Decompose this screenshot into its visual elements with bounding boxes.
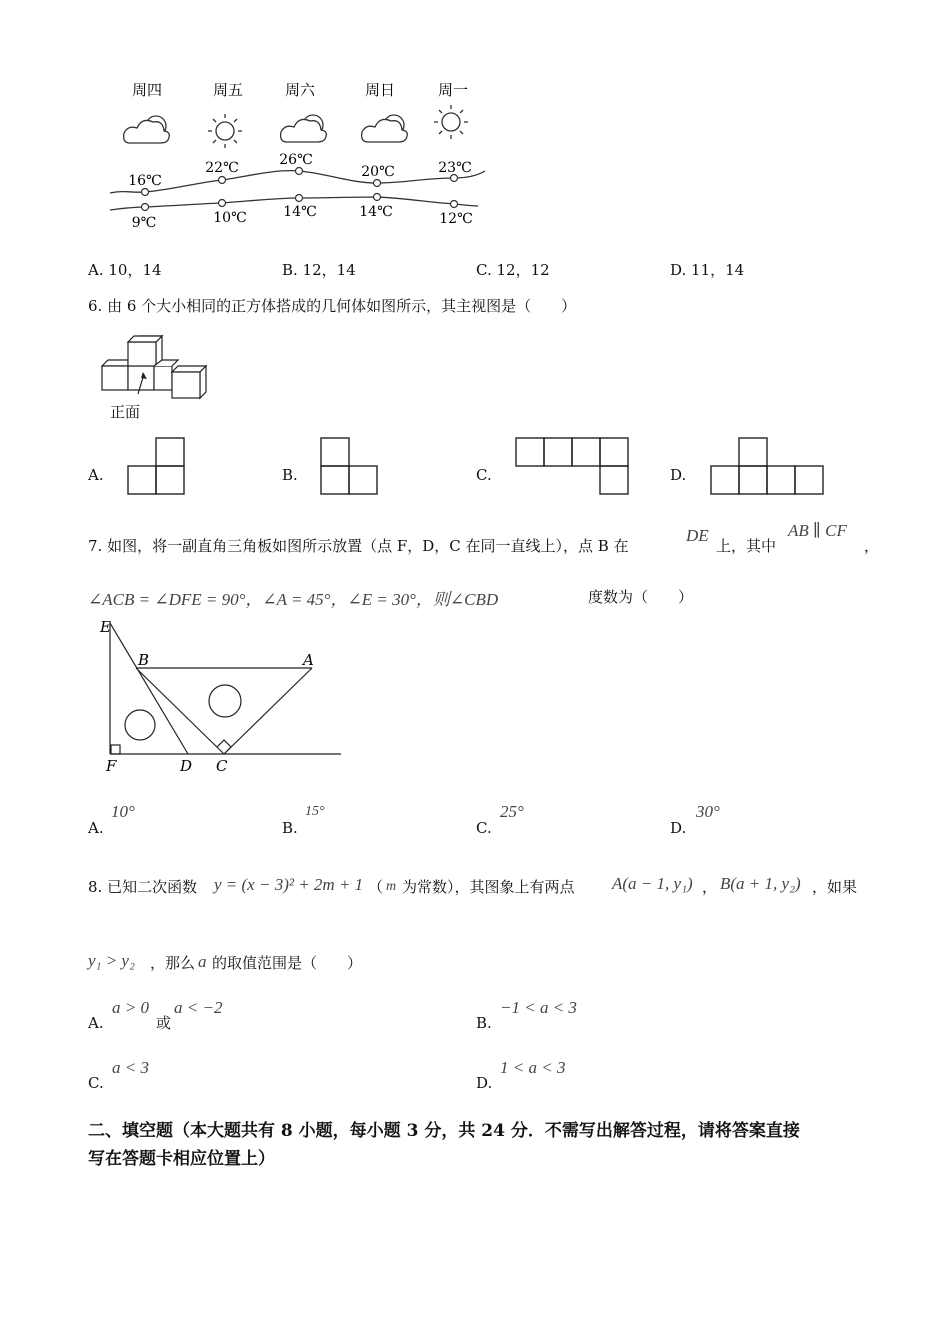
weather-day-label: 周六 (284, 81, 316, 99)
q7-option-b-value[interactable]: 15° (305, 804, 325, 819)
q8-point-b: B(a + 1, y₂) (720, 874, 801, 893)
low-temp-label: 10℃ (213, 210, 247, 226)
q8-stem-part1: 8. 已知二次函数 (88, 878, 198, 896)
q6-view-a[interactable] (126, 436, 186, 496)
weather-day-label: 周日 (364, 81, 396, 99)
weather-figure (100, 70, 500, 240)
section2-heading-line1: 二、填空题（本大题共有 8 小题，每小题 3 分，共 24 分．不需写出解答过程，请将答案直接 (88, 1121, 800, 1141)
q6-option-a-label[interactable]: A. (88, 466, 104, 484)
q6-option-b-label[interactable]: B. (282, 466, 298, 484)
q7-option-b-label[interactable]: B. (282, 819, 298, 837)
cloudy-icon (281, 115, 327, 142)
q7-stem-part1: 7. 如图，将一副直角三角板如图所示放置（点 F，D，C 在同一直线上），点 B 在 (88, 537, 629, 555)
q6-view-b[interactable] (319, 436, 379, 496)
low-temp-label: 12℃ (439, 211, 473, 227)
q7-option-a-value[interactable]: 10° (111, 802, 135, 821)
q8-condition: y₁ > y₂ (88, 951, 135, 970)
q6-option-d-label[interactable]: D. (670, 466, 687, 484)
q6-option-c-label[interactable]: C. (476, 466, 492, 484)
low-temp-label: 14℃ (359, 204, 393, 220)
q8-option-c-value[interactable]: a < 3 (112, 1058, 149, 1077)
q8-option-a-value2[interactable]: a < −2 (174, 998, 223, 1017)
q6-view-d[interactable] (709, 436, 825, 496)
q7-option-d-value[interactable]: 30° (696, 802, 720, 821)
point-label-a: A (303, 651, 314, 669)
high-temp-label: 16℃ (128, 173, 162, 189)
q7-option-d-label[interactable]: D. (670, 819, 687, 837)
q8-option-d-label[interactable]: D. (476, 1074, 493, 1092)
q7-option-c-label[interactable]: C. (476, 819, 492, 837)
q5-option-d[interactable]: D. 11，14 (670, 261, 745, 279)
q7-stem-parallel: AB ∥ CF (788, 521, 847, 540)
q7-stem-part2: 上，其中 (716, 537, 777, 555)
weather-day-label: 周一 (437, 81, 469, 99)
q8-separator: ， (702, 878, 718, 896)
q8-function: y = (x − 3)² + 2m + 1 (214, 875, 364, 894)
q5-option-b[interactable]: B. 12，14 (282, 261, 356, 279)
sun-icon (434, 105, 468, 139)
sun-icon (208, 114, 242, 148)
high-temp-label: 20℃ (361, 164, 395, 180)
weather-day-label: 周五 (212, 81, 244, 99)
q8-option-c-label[interactable]: C. (88, 1074, 104, 1092)
cloudy-icon (124, 116, 170, 143)
high-temp-label: 26℃ (279, 152, 313, 168)
point-label-f: F (106, 757, 117, 775)
q8-a-symbol: a (198, 952, 207, 971)
section2-heading-line2: 写在答题卡相应位置上） (88, 1149, 275, 1169)
cloudy-icon (362, 115, 408, 142)
q6-stem: 6. 由 6 个大小相同的正方体搭成的几何体如图所示，其主视图是（ ） (88, 297, 577, 315)
q8-stem-part4: ，如果 (812, 878, 858, 896)
q6-view-c[interactable] (514, 436, 630, 496)
q8-option-b-label[interactable]: B. (476, 1014, 492, 1032)
q8-m-symbol: m (386, 879, 397, 894)
q7-option-c-value[interactable]: 25° (500, 802, 524, 821)
q6-front-label: 正面 (110, 403, 141, 421)
weather-day-label: 周四 (131, 81, 163, 99)
q8-option-b-value[interactable]: −1 < a < 3 (500, 998, 577, 1017)
point-label-c: C (216, 757, 228, 775)
low-temp-label: 9℃ (131, 215, 157, 231)
point-label-b: B (138, 651, 150, 669)
q7-option-a-label[interactable]: A. (88, 819, 104, 837)
q7-stem-de: DE (686, 526, 709, 545)
q8-option-a-value[interactable]: a > 0 (112, 998, 149, 1017)
q8-point-a: A(a − 1, y₁) (612, 874, 693, 893)
q8-stem-part3: 为常数），其图象上有两点 (402, 878, 575, 896)
q8-stem-part2: （ (368, 878, 384, 896)
q8-stem-part6: 的取值范围是（ ） (212, 954, 363, 972)
q7-stem-part3: ∠ACB = ∠DFE = 90°，∠A = 45°，∠E = 30°，则∠CBD (88, 590, 499, 609)
q8-option-d-value[interactable]: 1 < a < 3 (500, 1058, 566, 1077)
q7-stem-comma: ， (864, 537, 880, 555)
q7-stem-part4: 度数为（ ） (588, 588, 694, 606)
q5-option-a[interactable]: A. 10，14 (88, 261, 162, 279)
low-temp-label: 14℃ (283, 204, 317, 220)
point-label-e: E (100, 618, 111, 636)
q8-stem-part5: ，那么 (150, 954, 196, 972)
high-temp-label: 22℃ (205, 160, 239, 176)
q8-option-a-or: 或 (156, 1014, 172, 1032)
q5-option-c[interactable]: C. 12，12 (476, 261, 550, 279)
high-temp-label: 23℃ (438, 160, 472, 176)
point-label-d: D (180, 757, 193, 775)
q7-figure (96, 615, 346, 780)
q8-option-a-label[interactable]: A. (88, 1014, 104, 1032)
